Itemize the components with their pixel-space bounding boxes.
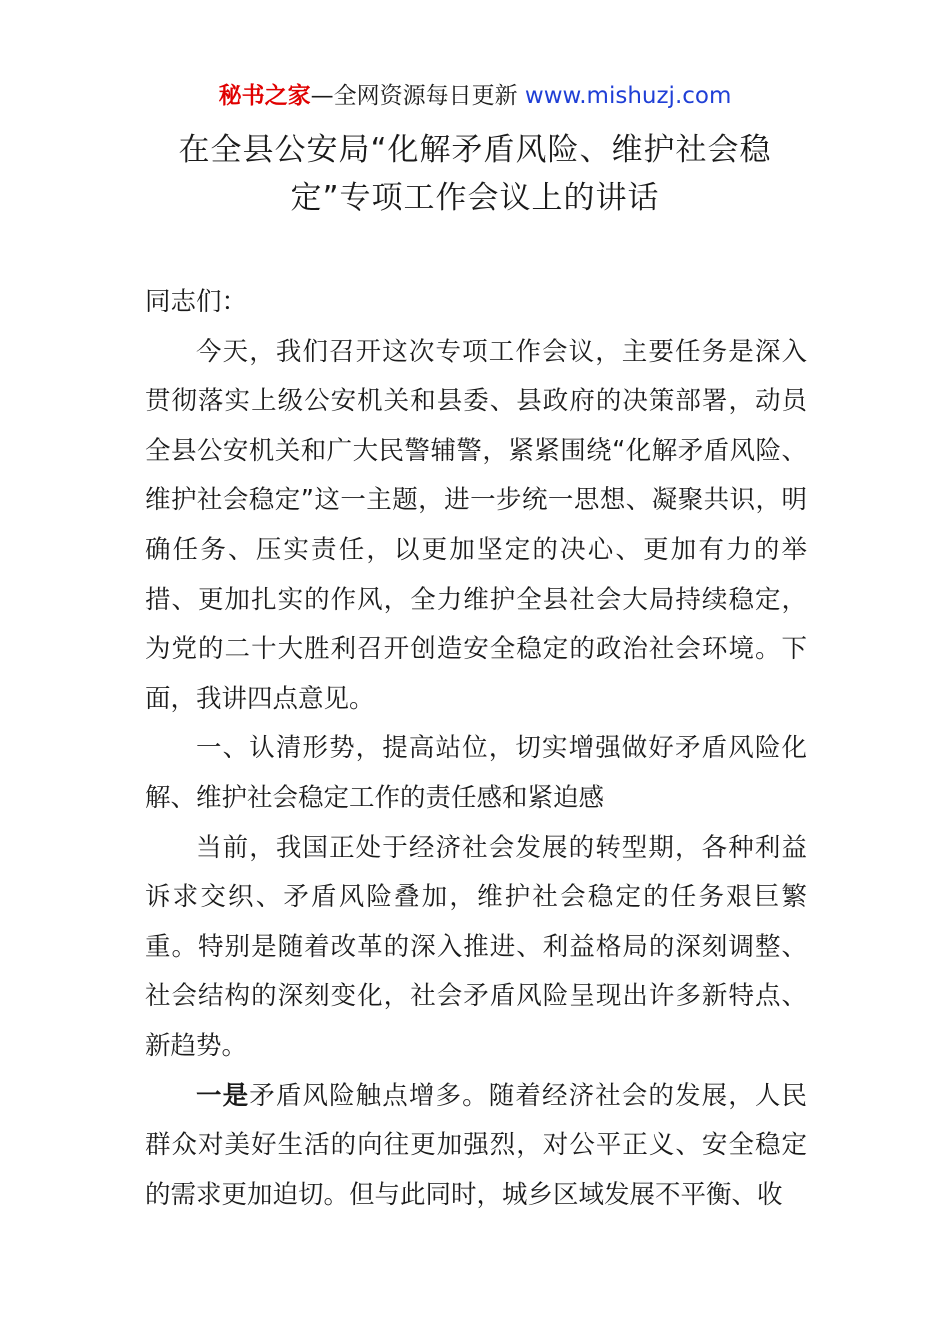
paragraph-point-1 xyxy=(145,1072,807,1221)
salutation: 同志们： xyxy=(145,287,248,317)
section-heading-1: 一、认清形势，提高站位，切实增强做好矛盾风险化解、维护社会稳定工作的责任感和紧迫感 xyxy=(145,733,807,813)
point-1-text: 矛盾风险触点增多。随着经济社会的发展，人民群众对美好生活的向往更加强烈，对公平正义、安全稳定的需求更加迫切。但与此同时，城乡区域发展不平衡、收 xyxy=(145,1080,807,1210)
title-line-1: 在全县公安局“化解矛盾风险、维护社会稳 xyxy=(178,132,772,168)
document-title xyxy=(140,126,810,222)
header-tagline: —全网资源每日更新 xyxy=(310,83,518,109)
brand-name: 秘书之家 xyxy=(218,83,311,109)
watermark-header xyxy=(0,80,950,112)
paragraph-intro: 今天，我们召开这次专项工作会议，主要任务是深入贯彻落实上级公安机关和县委、县政府的决策部署，动员全县公安机关和广大民警辅警，紧紧围绕“化解矛盾风险、维护社会稳定”这一主题，进一步统一思想、凝聚共识，明确任务、压实责任，以更加坚定的决心、更加有力的举措、更加扎实的作风，全力维护全县社会大局持续稳定，为党的二十大胜利召开创造安全稳定的政治社会环境。下面，我讲四点意见。 xyxy=(145,336,807,714)
paragraph-situation: 当前，我国正处于经济社会发展的转型期，各种利益诉求交织、矛盾风险叠加，维护社会稳定的任务艰巨繁重。特别是随着改革的深入推进、利益格局的深刻调整、社会结构的深刻变化，社会矛盾风险呈现出许多新特点、新趋势。 xyxy=(145,832,807,1061)
document-body xyxy=(145,278,807,1220)
point-1-lead: 一是 xyxy=(196,1080,250,1111)
title-line-2: 定”专项工作会议上的讲话 xyxy=(290,180,660,216)
site-url-link[interactable]: www.mishuzj.com xyxy=(524,83,732,109)
